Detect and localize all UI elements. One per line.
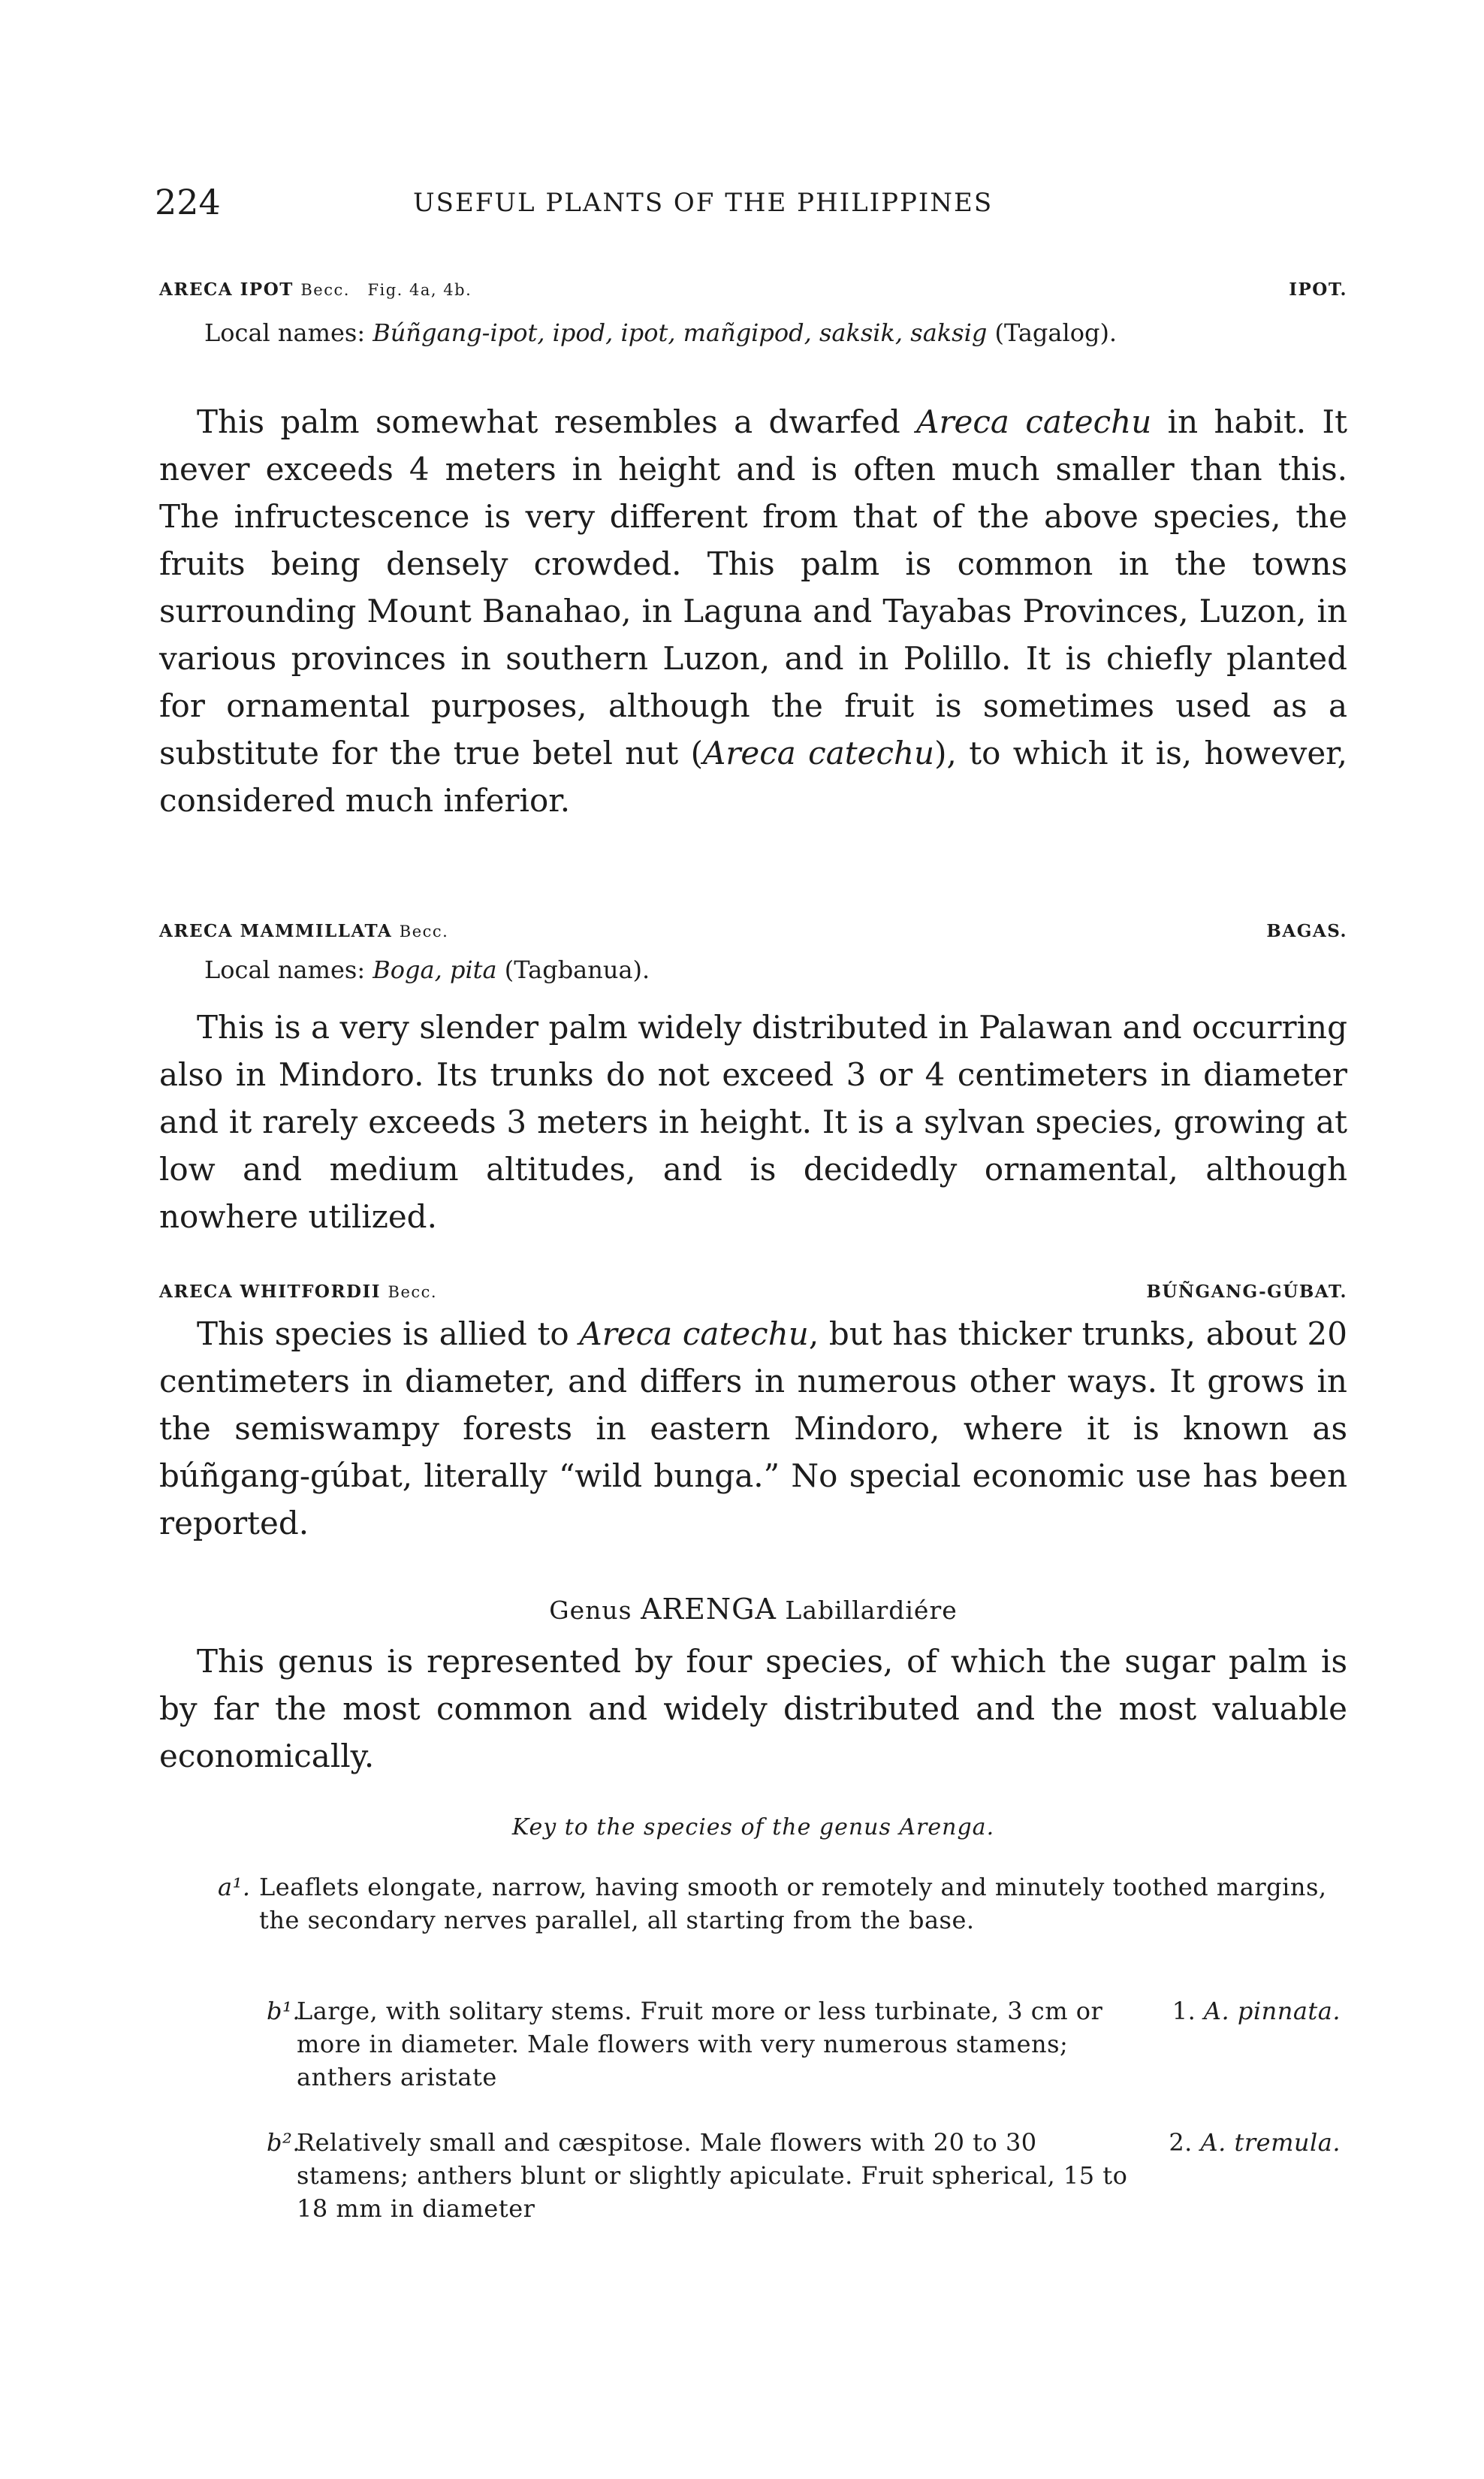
genus-author: Labillardiére [785, 1596, 958, 1625]
key-label: a¹. [218, 1873, 251, 1901]
common-name: BAGAS. [1266, 921, 1347, 941]
genus-prefix: Genus [549, 1596, 632, 1625]
key-label: b¹. [267, 1997, 300, 2025]
species-heading [159, 279, 1347, 309]
key-title: Key to the species of the genus Arenga. [511, 1814, 995, 1840]
common-name: BÚÑGANG-GÚBAT. [1146, 1282, 1347, 1302]
running-title: USEFUL PLANTS OF THE PHILIPPINES [413, 188, 994, 218]
species-description: This palm somewhat resembles a dwarfed Areca catechu in habit. It never exceeds 4 meters in height and is often much smaller than this. The infructescence is very different from that of the above species, the fruits being densely crowded. This palm is common in the towns surrounding Mount Banahao, in Laguna and Tayabas Provinces, Luzon, in various provinces in southern Luzon, and in Polillo. It is chiefly planted for ornamental purposes, although the fruit is sometimes used as a substitute for the true betel nut (Areca catechu), to which it is, however, considered much inferior. [159, 403, 1347, 819]
local-names [159, 316, 1347, 350]
local-names-list: Búñgang-ipot, ipod, ipot, mañgipod, saksik, saksig [373, 319, 988, 347]
species-heading [159, 921, 1347, 951]
key-result: 2. A. tremula. [1169, 2128, 1341, 2157]
key-item [267, 1994, 1341, 2094]
species-heading [159, 1282, 1347, 1312]
key-text: Relatively small and cæspitose. Male flowers with 20 to 30 stamens; anthers blunt or slightly apiculate. Fruit spherical, 15 to 18 mm in diameter [297, 2128, 1128, 2223]
key-entry [297, 2126, 1341, 2225]
species-author: Becc. [388, 1283, 438, 1301]
genus-description: This genus is represented by four species, of which the sugar palm is by far the most common and widely distributed and the most valuable economically. [159, 1643, 1347, 1774]
key-item [267, 2126, 1341, 2225]
local-names-label: Local names: [204, 956, 366, 984]
figure-reference: Fig. 4a, 4b. [367, 281, 472, 299]
common-name: IPOT. [1289, 279, 1347, 300]
key-label: b². [267, 2128, 300, 2157]
key-text: Leaflets elongate, narrow, having smooth or remotely and minutely toothed margins, the secondary nerves parallel, all starting from the base. [259, 1873, 1327, 1934]
key-item [218, 1871, 1341, 1937]
key-result: 1. A. pinnata. [1172, 1997, 1341, 2025]
species-name: ARECA WHITFORDII [159, 1282, 382, 1302]
species-description: This species is allied to Areca catechu, but has thicker trunks, about 20 centimeters in diameter, and differs in numerous other ways. It grows in the semiswampy forests in eastern Mindoro, where it is known as búñgang-gúbat, literally “wild bunga.” No special economic use has been reported. [159, 1315, 1347, 1541]
local-names-language: (Tagalog). [994, 319, 1118, 347]
local-names-language: (Tagbanua). [504, 956, 650, 984]
genus-name: ARENGA [641, 1593, 777, 1626]
genus-heading [159, 1593, 1347, 1626]
key-text: Large, with solitary stems. Fruit more or less turbinate, 3 cm or more in diameter. Male flowers with very numerous stamens; anthers aristate [297, 1997, 1103, 2091]
local-names [159, 953, 1347, 987]
key-entry [297, 1994, 1341, 2094]
local-names-label: Local names: [204, 319, 366, 347]
species-description: This is a very slender palm widely distributed in Palawan and occurring also in Mindoro. Its trunks do not exceed 3 or 4 centimeters in diameter and it rarely exceeds 3 meters in height. It is a sylvan species, growing at low and medium altitudes, and is decidedly ornamental, although nowhere utilized. [159, 1009, 1347, 1235]
species-name: ARECA IPOT [159, 279, 294, 300]
species-author: Becc. [399, 922, 449, 941]
page-number: 224 [155, 182, 221, 222]
local-names-list: Boga, pita [373, 956, 497, 984]
species-name: ARECA MAMMILLATA [159, 921, 393, 941]
species-author: Becc. [300, 281, 350, 299]
